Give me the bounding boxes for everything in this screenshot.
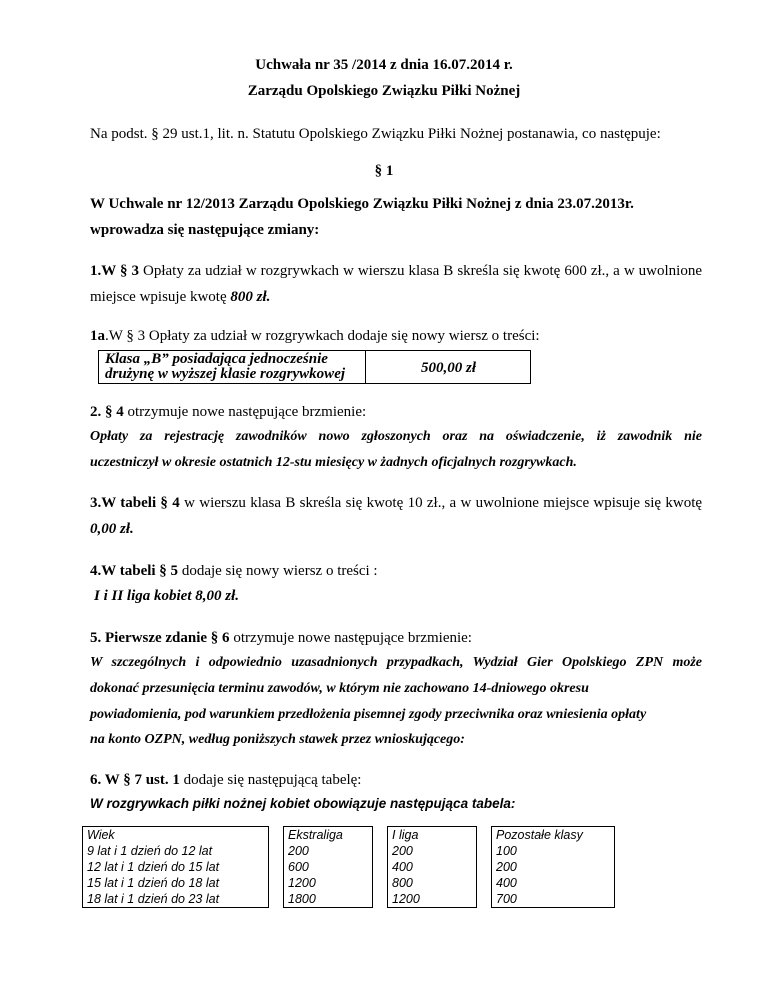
item-1-text-2: miejsce wpisuje kwotę [90,289,227,305]
item-1-amount: 800 zł. [230,289,271,305]
item-2-number: 2. § 4 [90,404,124,420]
item-3-line-1 [90,495,702,512]
item-5-quote-line-1: W szczególnych i odpowiednio uzasadnionych przypadkach, Wydział Gier Opolskiego ZPN może [90,655,702,670]
new-row-label-line-2: drużynę w wyższej klasie rozgrywkowej [105,366,346,382]
table-cell: 700 [496,892,517,906]
item-6-line [90,772,361,789]
item-1a-number: 1a [90,328,105,344]
table-gap [477,827,492,908]
item-4-line [90,563,378,580]
table-cell: 100 [496,844,517,858]
table-cell: 200 [392,844,413,858]
new-row-label-cell [98,350,366,384]
item-1a-number-suffix: .W § 3 [105,328,146,344]
item-5-quote-line-2: dokonać przesunięcia terminu zawodów, w którym nie zachowano 14-dniowego okresu [90,681,589,696]
table-column-i-liga [388,827,477,908]
item-5-quote-line-4: na konto OZPN, według poniższych stawek przez wnioskującego: [90,732,465,747]
item-1a-text: Opłaty za udział w rozgrywkach dodaje się nowy wiersz o treści: [148,328,540,344]
amendment-heading-line-2: wprowadza się następujące zmiany: [90,222,320,238]
table-cell: 400 [496,876,517,890]
table-column-pozostale [492,827,615,908]
item-4-text: dodaje się nowy wiersz o treści : [181,563,378,579]
item-2-text: otrzymuje nowe następujące brzmienie: [127,404,367,420]
item-3-amount: 0,00 zł. [90,521,134,537]
amendment-heading-line-1: W Uchwale nr 12/2013 Zarządu Opolskiego Związku Piłki Nożnej z dnia 23.07.2013r. [90,196,634,212]
new-row-label-line-1: Klasa „B” posiadająca jednocześnie [105,351,328,367]
title-line-2: Zarządu Opolskiego Związku Piłki Nożnej [247,83,521,99]
item-5-quote-line-3: powiadomienia, pod warunkiem przedłożenia pisemnej zgody przeciwnika oraz wniesienia opłaty [90,707,647,722]
table-cell: 9 lat i 1 dzień do 12 lat [87,844,213,858]
new-row-value-cell [366,350,531,384]
table-cell: 15 lat i 1 dzień do 18 lat [87,876,220,890]
table-cell: 12 lat i 1 dzień do 15 lat [87,860,220,874]
table-cell: 600 [288,860,309,874]
table-gap [373,827,388,908]
table-header: Pozostałe klasy [496,828,583,842]
table-header: Wiek [87,828,115,842]
new-row-value: 500,00 zł [420,360,476,376]
item-1a-line [90,328,540,345]
table-column-ekstraliga [284,827,373,908]
item-1-line-2 [90,289,270,306]
item-4-quote: I i II liga kobiet 8,00 zł. [94,588,240,604]
table-header: I liga [392,828,419,842]
table-cell: 1200 [288,876,316,890]
item-2-quote-line-2: uczestniczył w okresie ostatnich 12-stu miesięcy w żadnych oficjalnych rozgrywkach. [90,455,577,470]
item-6-text: dodaje się następującą tabelę: [183,772,362,788]
section-mark: § 1 [374,163,394,179]
item-4-number: 4.W tabeli § 5 [90,563,179,579]
table-cell: 800 [392,876,413,890]
item-3-number: 3.W tabeli § 4 [90,495,180,511]
table-cell: 1200 [392,892,420,906]
title-line-1: Uchwała nr 35 /2014 z dnia 16.07.2014 r. [255,57,513,73]
table-header: Ekstraliga [288,828,343,842]
item-6-table-heading: W rozgrywkach piłki nożnej kobiet obowiązuje następująca tabela: [90,796,516,811]
table-cell: 400 [392,860,413,874]
table-cell: 200 [288,844,309,858]
table-column-age [83,827,269,908]
table-cell: 1800 [288,892,316,906]
item-5-text: otrzymuje nowe następujące brzmienie: [233,630,472,646]
item-2-quote-line-1: Opłaty za rejestrację zawodników nowo zgłoszonych oraz na oświadczenie, iż zawodnik nie [90,429,702,444]
item-3-text: w wierszu klasa B skreśla się kwotę 10 zł., a w uwolnione miejsce wpisuje się kwotę [184,495,703,511]
item-5-line [90,630,472,647]
table-gap [269,827,284,908]
item-6-number: 6. W § 7 ust. 1 [90,772,180,788]
item-1-text: Opłaty za udział w rozgrywkach w wierszu klasa B skreśla się kwotę 600 zł., a w uwolnione [143,263,702,279]
item-1-number: 1.W § 3 [90,263,139,279]
table-cell: 200 [496,860,517,874]
item-2-line [90,404,366,421]
intro-paragraph: Na podst. § 29 ust.1, lit. n. Statutu Opolskiego Związku Piłki Nożnej postanawia, co następuje: [90,126,661,142]
womens-fee-table [82,826,615,908]
item-1-line-1 [90,263,702,280]
new-row-label [105,352,345,382]
table-cell: 18 lat i 1 dzień do 23 lat [87,892,220,906]
item-5-number: 5. Pierwsze zdanie § 6 [90,630,230,646]
